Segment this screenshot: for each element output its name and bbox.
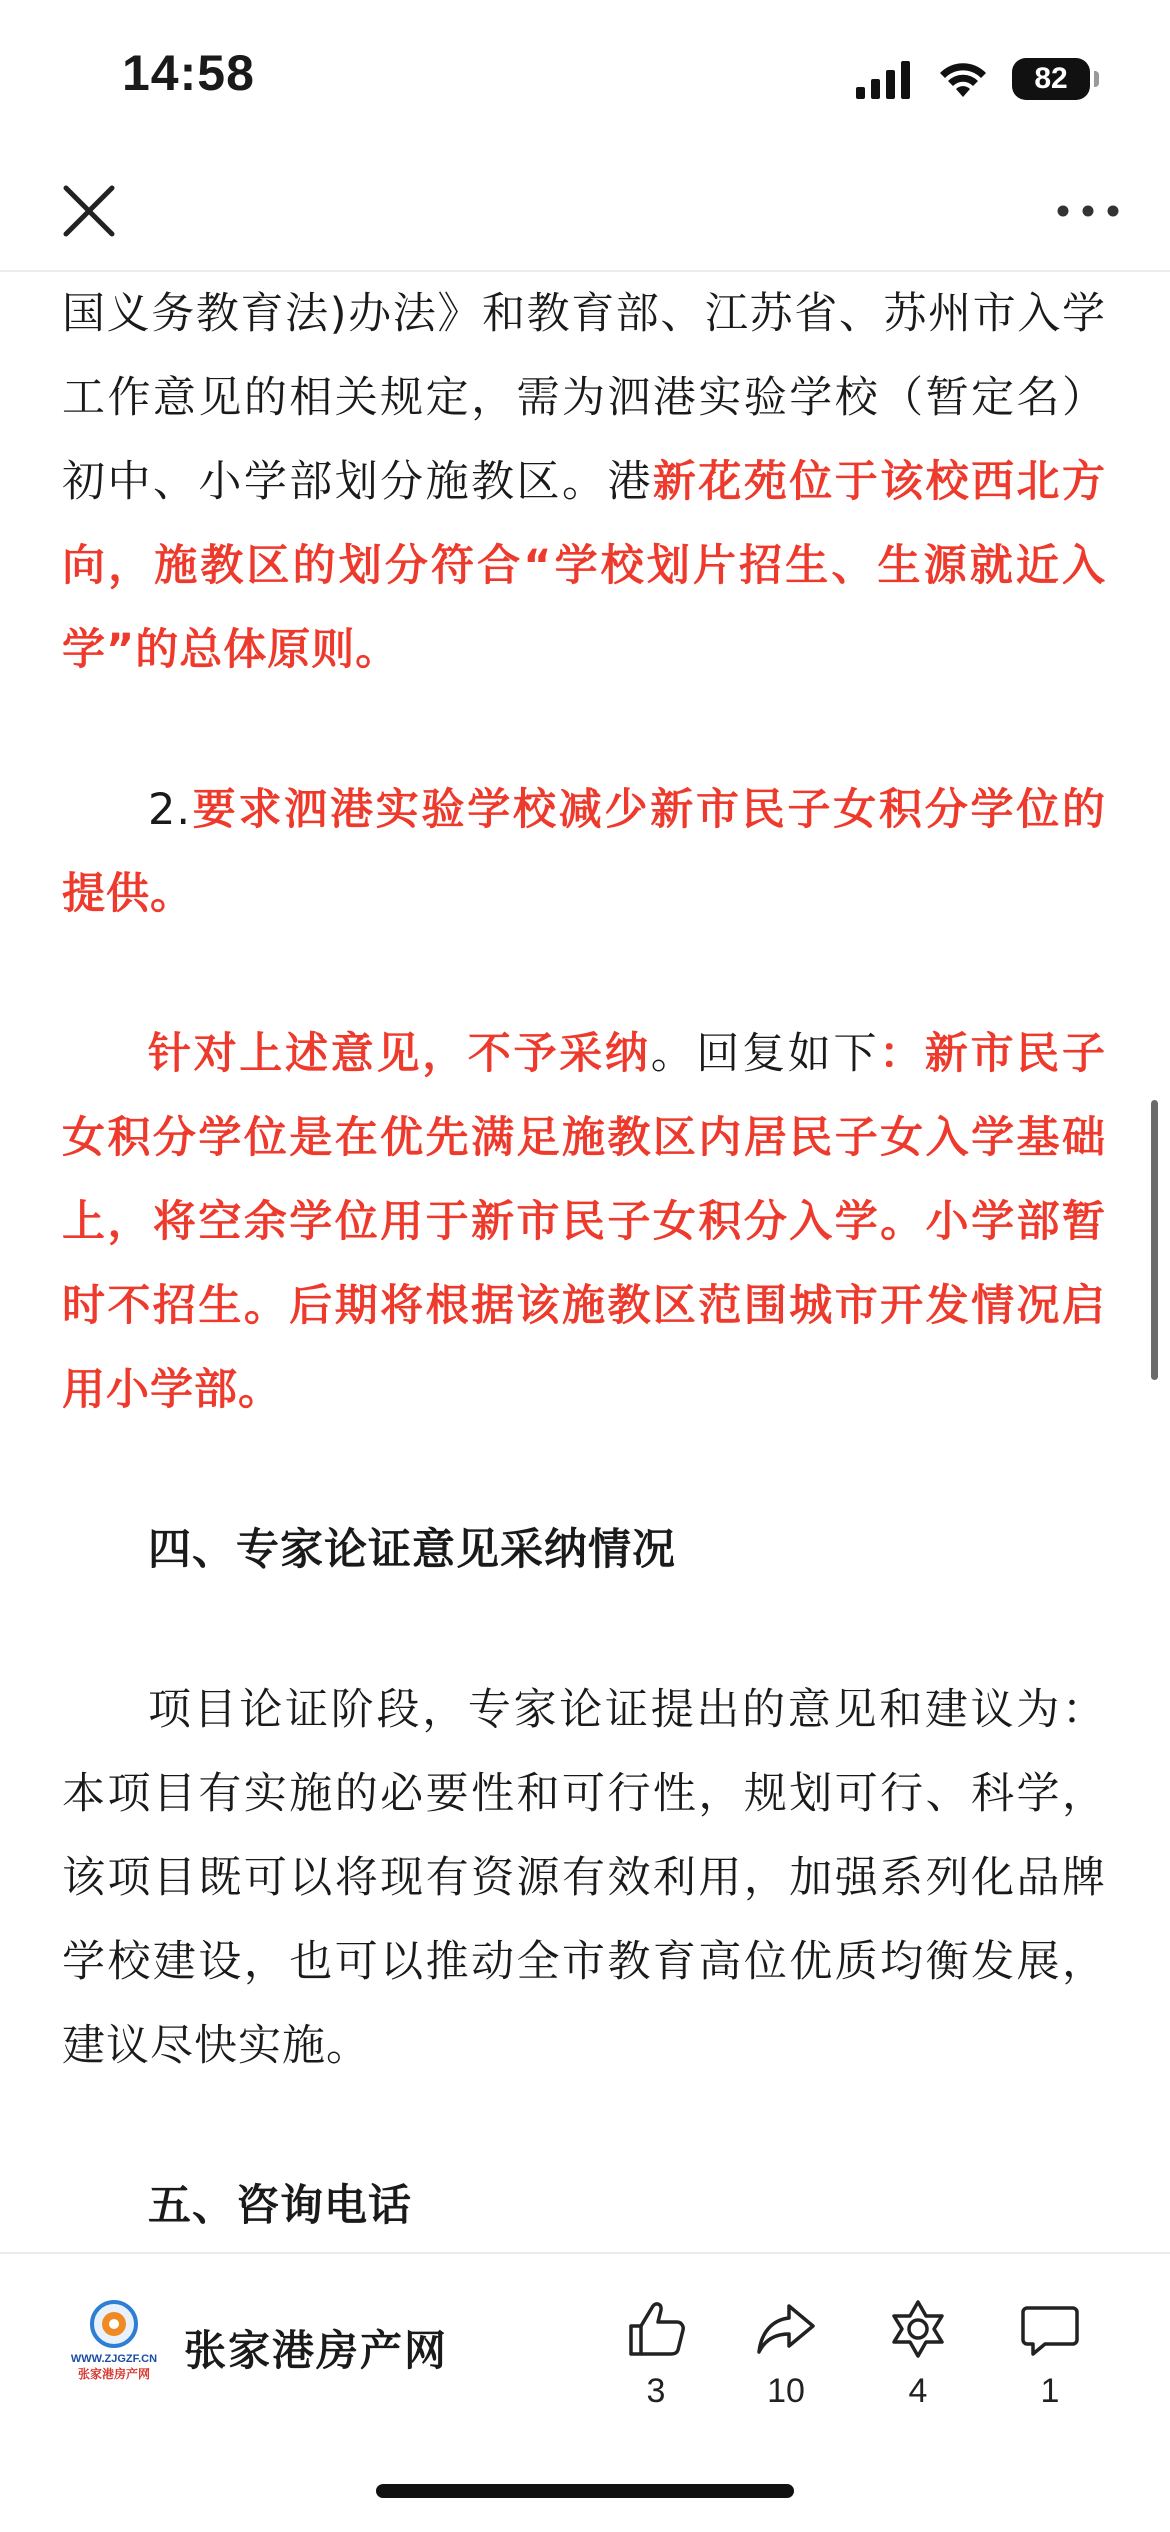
share-icon — [753, 2296, 819, 2362]
paragraph-gap — [62, 1592, 1106, 1668]
article-paragraph-3 — [62, 1012, 1106, 1432]
paragraph-3-highlight-b: ：新市民子女积分学位是在优先满足施教区内居民子女入学基础上，将空余学位用于新市民子女积分入学。小学部暂时不招生。后期将根据该施教区范围城市开发情况启用小学部。 — [62, 1029, 1106, 1415]
paragraph-gap — [62, 936, 1106, 1012]
logo-subtext: 张家港房产网 — [77, 2367, 151, 2381]
paragraph-gap — [62, 1432, 1106, 1508]
battery-icon — [1012, 58, 1090, 100]
paragraph-1-highlight: 新花苑位于该校西北方向，施教区的划分符合“学校划片招生、生源就近入学”的总体原则。 — [62, 457, 1106, 675]
comment-button[interactable] — [1000, 2296, 1100, 2426]
favorite-icon — [885, 2296, 951, 2362]
comment-count: 1 — [1040, 2372, 1060, 2410]
status-bar — [0, 0, 1170, 150]
favorite-button[interactable] — [868, 2296, 968, 2426]
wifi-icon — [936, 59, 990, 99]
thumbs-up-icon — [623, 2296, 689, 2362]
share-count: 10 — [767, 2372, 805, 2410]
like-count: 3 — [646, 2372, 666, 2410]
favorite-count: 4 — [908, 2372, 928, 2410]
paragraph-gap — [62, 2088, 1106, 2164]
comment-icon — [1017, 2296, 1083, 2362]
article-paragraph-2 — [62, 768, 1106, 936]
status-icons — [854, 54, 1090, 104]
article-content — [62, 272, 1106, 2252]
share-button[interactable] — [736, 2296, 836, 2426]
paragraph-gap — [62, 692, 1106, 768]
logo-text: WWW.ZJGZF.CN — [70, 2353, 158, 2365]
battery-level: 82 — [1034, 62, 1068, 95]
paragraph-3-text: 。回复如下 — [650, 1029, 880, 1079]
paragraph-1-text: 国义务教育法)办法》和教育部、江苏省、苏州市入学工作意见的相关规定，需为泗港实验学校（暂定名）初中、小学部划分施教区。港 — [62, 289, 1106, 507]
like-button[interactable] — [606, 2296, 706, 2426]
more-button[interactable] — [1048, 186, 1128, 236]
section-heading-4: 四、专家论证意见采纳情况 — [148, 1525, 676, 1575]
scrollbar[interactable] — [1151, 1100, 1158, 1380]
close-icon — [54, 176, 124, 246]
brand-logo-icon — [58, 2296, 170, 2392]
article-paragraph-1 — [62, 272, 1106, 692]
close-button[interactable] — [54, 176, 124, 246]
home-indicator[interactable] — [376, 2484, 794, 2498]
paragraph-3-highlight-a: 针对上述意见，不予采纳 — [148, 1029, 651, 1079]
nav-bar — [0, 150, 1170, 272]
article-paragraph-4: 项目论证阶段，专家论证提出的意见和建议为：本项目有实施的必要性和可行性，规划可行、科学，该项目既可以将现有资源有效利用，加强系列化品牌学校建设，也可以推动全市教育高位优质均衡发展，建议尽快实施。 — [62, 1685, 1106, 2071]
section-heading-5: 五、咨询电话 — [148, 2181, 412, 2231]
bottom-bar — [0, 2252, 1170, 2452]
brand-logo[interactable] — [58, 2296, 170, 2392]
paragraph-2-highlight: 要求泗港实验学校减少新市民子女积分学位的提供。 — [62, 785, 1106, 919]
status-time: 14:58 — [122, 45, 255, 101]
brand-name[interactable]: 张家港房产网 — [184, 2326, 449, 2375]
more-icon — [1053, 201, 1123, 221]
paragraph-2-number: 2. — [148, 785, 192, 835]
signal-icon — [854, 59, 914, 99]
